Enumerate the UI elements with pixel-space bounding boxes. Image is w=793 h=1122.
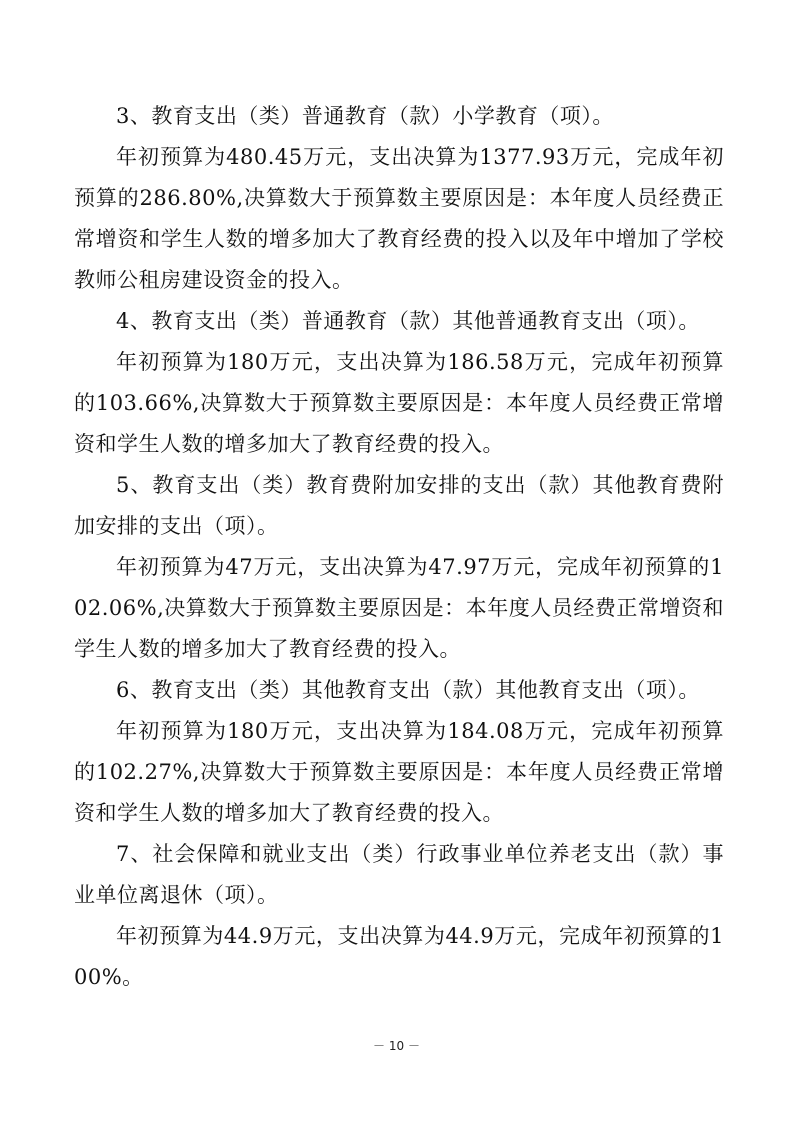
page-number: － 10 － bbox=[373, 1039, 420, 1053]
section-text-7: 年初预算为44.9万元，支出决算为44.9万元，完成年初预算的100%。 bbox=[74, 924, 724, 989]
document-body bbox=[74, 96, 724, 998]
section-text-3: 年初预算为480.45万元，支出决算为1377.93万元，完成年初预算的286.80%,决算数大于预算数主要原因是：本年度人员经费正常增资和学生人数的增多加大了教育经费的投入以及年中增加了学校教师公租房建设资金的投入。 bbox=[74, 145, 724, 292]
section-text-6: 年初预算为180万元，支出决算为184.08万元，完成年初预算的102.27%,决算数大于预算数主要原因是：本年度人员经费正常增资和学生人数的增多加大了教育经费的投入。 bbox=[74, 719, 724, 825]
section-heading-4: 4、教育支出（类）普通教育（款）其他普通教育支出（项）。 bbox=[116, 309, 700, 333]
section-text-5: 年初预算为47万元，支出决算为47.97万元，完成年初预算的102.06%,决算数大于预算数主要原因是：本年度人员经费正常增资和学生人数的增多加大了教育经费的投入。 bbox=[74, 555, 724, 661]
section-heading-3: 3、教育支出（类）普通教育（款）小学教育（项）。 bbox=[116, 104, 614, 128]
section-heading-5: 5、教育支出（类）教育费附加安排的支出（款）其他教育费附加安排的支出（项）。 bbox=[74, 473, 724, 538]
section-heading-6: 6、教育支出（类）其他教育支出（款）其他教育支出（项）。 bbox=[116, 678, 700, 702]
section-text-4: 年初预算为180万元，支出决算为186.58万元，完成年初预算的103.66%,决算数大于预算数主要原因是：本年度人员经费正常增资和学生人数的增多加大了教育经费的投入。 bbox=[74, 350, 724, 456]
section-heading-7: 7、社会保障和就业支出（类）行政事业单位养老支出（款）事业单位离退休（项）。 bbox=[74, 842, 724, 907]
